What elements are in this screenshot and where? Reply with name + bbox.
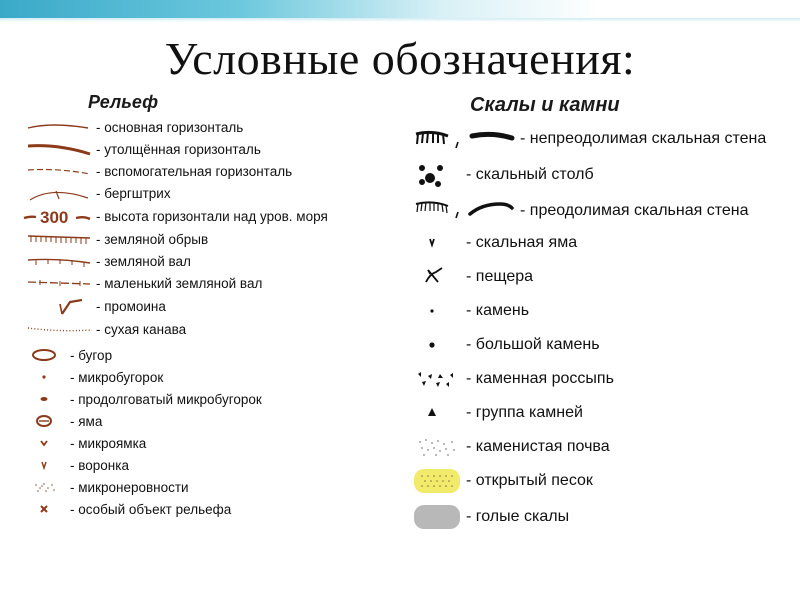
rocks-heading: Скалы и камни (470, 94, 620, 116)
slope-tick-icon (22, 182, 96, 204)
stony-ground-icon (408, 432, 468, 462)
legend-label: - открытый песок (466, 472, 593, 489)
legend-label: - бугор (70, 348, 113, 363)
top-accent-band (0, 0, 800, 18)
legend-label: - бергштрих (96, 186, 171, 201)
dry-ditch-icon (22, 318, 96, 340)
legend-label: - утолщённая горизонталь (96, 142, 261, 157)
legend-label: - земляной обрыв (96, 232, 209, 247)
legend-label: - скальная яма (466, 234, 578, 251)
elongated-knoll-icon (22, 388, 72, 410)
legend-label: - промоина (96, 299, 166, 314)
impassable-rock-wall-icon (408, 126, 528, 156)
legend-label: - камень (466, 302, 530, 319)
small-pit-icon (22, 432, 72, 454)
legend-label: - микронеровности (70, 480, 189, 495)
relief-legend-panel (22, 90, 374, 542)
legend-label: - непреодолимая скальная стена (520, 130, 767, 147)
open-sand-icon (408, 466, 468, 496)
slide-title: Условные обозначения: (164, 33, 636, 84)
pit-icon (22, 410, 72, 432)
cave-icon (408, 262, 468, 292)
special-feature-icon (22, 498, 72, 520)
legend-label: - скальный столб (466, 166, 594, 183)
legend-label: - земляной вал (96, 254, 191, 269)
boulder-field-icon (408, 366, 468, 392)
elevation-label-icon (22, 204, 96, 228)
earth-bank-icon (22, 250, 96, 272)
dashed-contour-icon (22, 160, 96, 182)
legend-label: - каменная россыпь (466, 370, 614, 387)
passable-rock-wall-icon (408, 196, 528, 226)
elevation-label-text: 300 (40, 208, 69, 227)
legend-label: - особый объект рельефа (70, 502, 232, 517)
rocks-legend-panel (408, 88, 782, 540)
legend-label: - воронка (70, 458, 129, 473)
legend-label: - голые скалы (466, 508, 570, 525)
legend-label: - микроямка (70, 436, 147, 451)
gully-icon (22, 294, 96, 318)
legend-label: - преодолимая скальная стена (520, 202, 749, 219)
relief-heading: Рельеф (88, 92, 159, 112)
legend-label: - каменистая почва (466, 438, 610, 455)
legend-label: - сухая канава (96, 322, 187, 337)
legend-label: - микробугорок (70, 370, 164, 385)
micro-relief-icon (22, 476, 72, 498)
knoll-icon (22, 344, 72, 366)
earth-cliff-icon (22, 228, 96, 250)
rock-pit-icon (408, 230, 468, 256)
legend-label: - вспомогательная горизонталь (96, 164, 293, 179)
large-boulder-icon (408, 332, 468, 358)
thick-contour-icon (22, 138, 96, 160)
legend-label: - высота горизонтали над уров. моря (96, 209, 328, 224)
rock-pillar-icon (408, 160, 468, 192)
legend-label: - яма (70, 414, 103, 429)
legend-label: - продолговатый микробугорок (70, 392, 262, 407)
crater-icon (22, 454, 72, 476)
legend-label: - большой камень (466, 336, 600, 353)
small-earth-bank-icon (22, 272, 96, 294)
bare-rock-icon (408, 502, 468, 532)
legend-label: - пещера (466, 268, 534, 285)
boulder-icon (408, 298, 468, 324)
legend-label: - основная горизонталь (96, 120, 244, 135)
legend-label: - группа камней (466, 404, 583, 421)
small-knoll-icon (22, 366, 72, 388)
legend-label: - маленький земляной вал (96, 276, 263, 291)
boulder-cluster-icon (408, 400, 468, 426)
main-contour-icon (22, 116, 96, 138)
